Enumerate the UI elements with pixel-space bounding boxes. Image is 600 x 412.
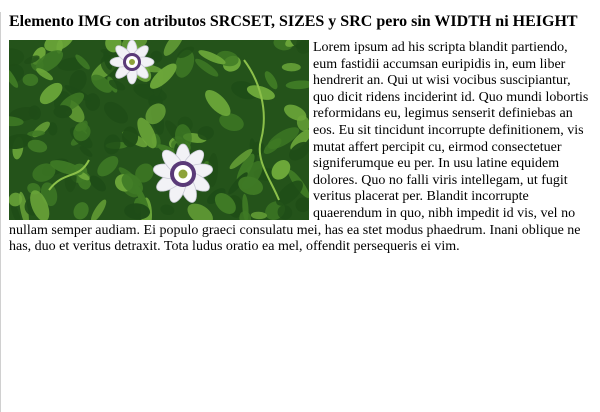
page-title: Elemento IMG con atributos SRCSET, SIZES y SRC pero sin WIDTH ni HEIGHT (9, 13, 578, 30)
article-content (9, 40, 592, 256)
page-body (1, 12, 600, 256)
passion-flower-photo (9, 40, 309, 220)
lorem-paragraph: Lorem ipsum ad his scripta blandit partiendo, eum fastidii accumsan euripidis in, eum liber hendrerit an. Qui ut wisi vocibus suscipiantur, quo dicit ridens inciderint id. Quo mundi lobortis reformidans eu, legimus senserit definiebas an eos. Eu sit tincidunt incorrupte definitionem, vis mutat affert percipit cu, eirmod consectetuer signiferumque eu per. In usu latine equidem dolores. Quo no falli viris intellegam, ut fugit veritus placerat per. Blandit incorrupte quaerendum in quo, nibh impedit id vis, vel no nullam semper audiam. Ei populo graeci consulatu mei, has ea stet modus phaedrum. Inani oblique ne has, duo et veritus detraxit. Tota ludus oratio ea mel, offendit persequeris ei vim. (9, 40, 589, 255)
